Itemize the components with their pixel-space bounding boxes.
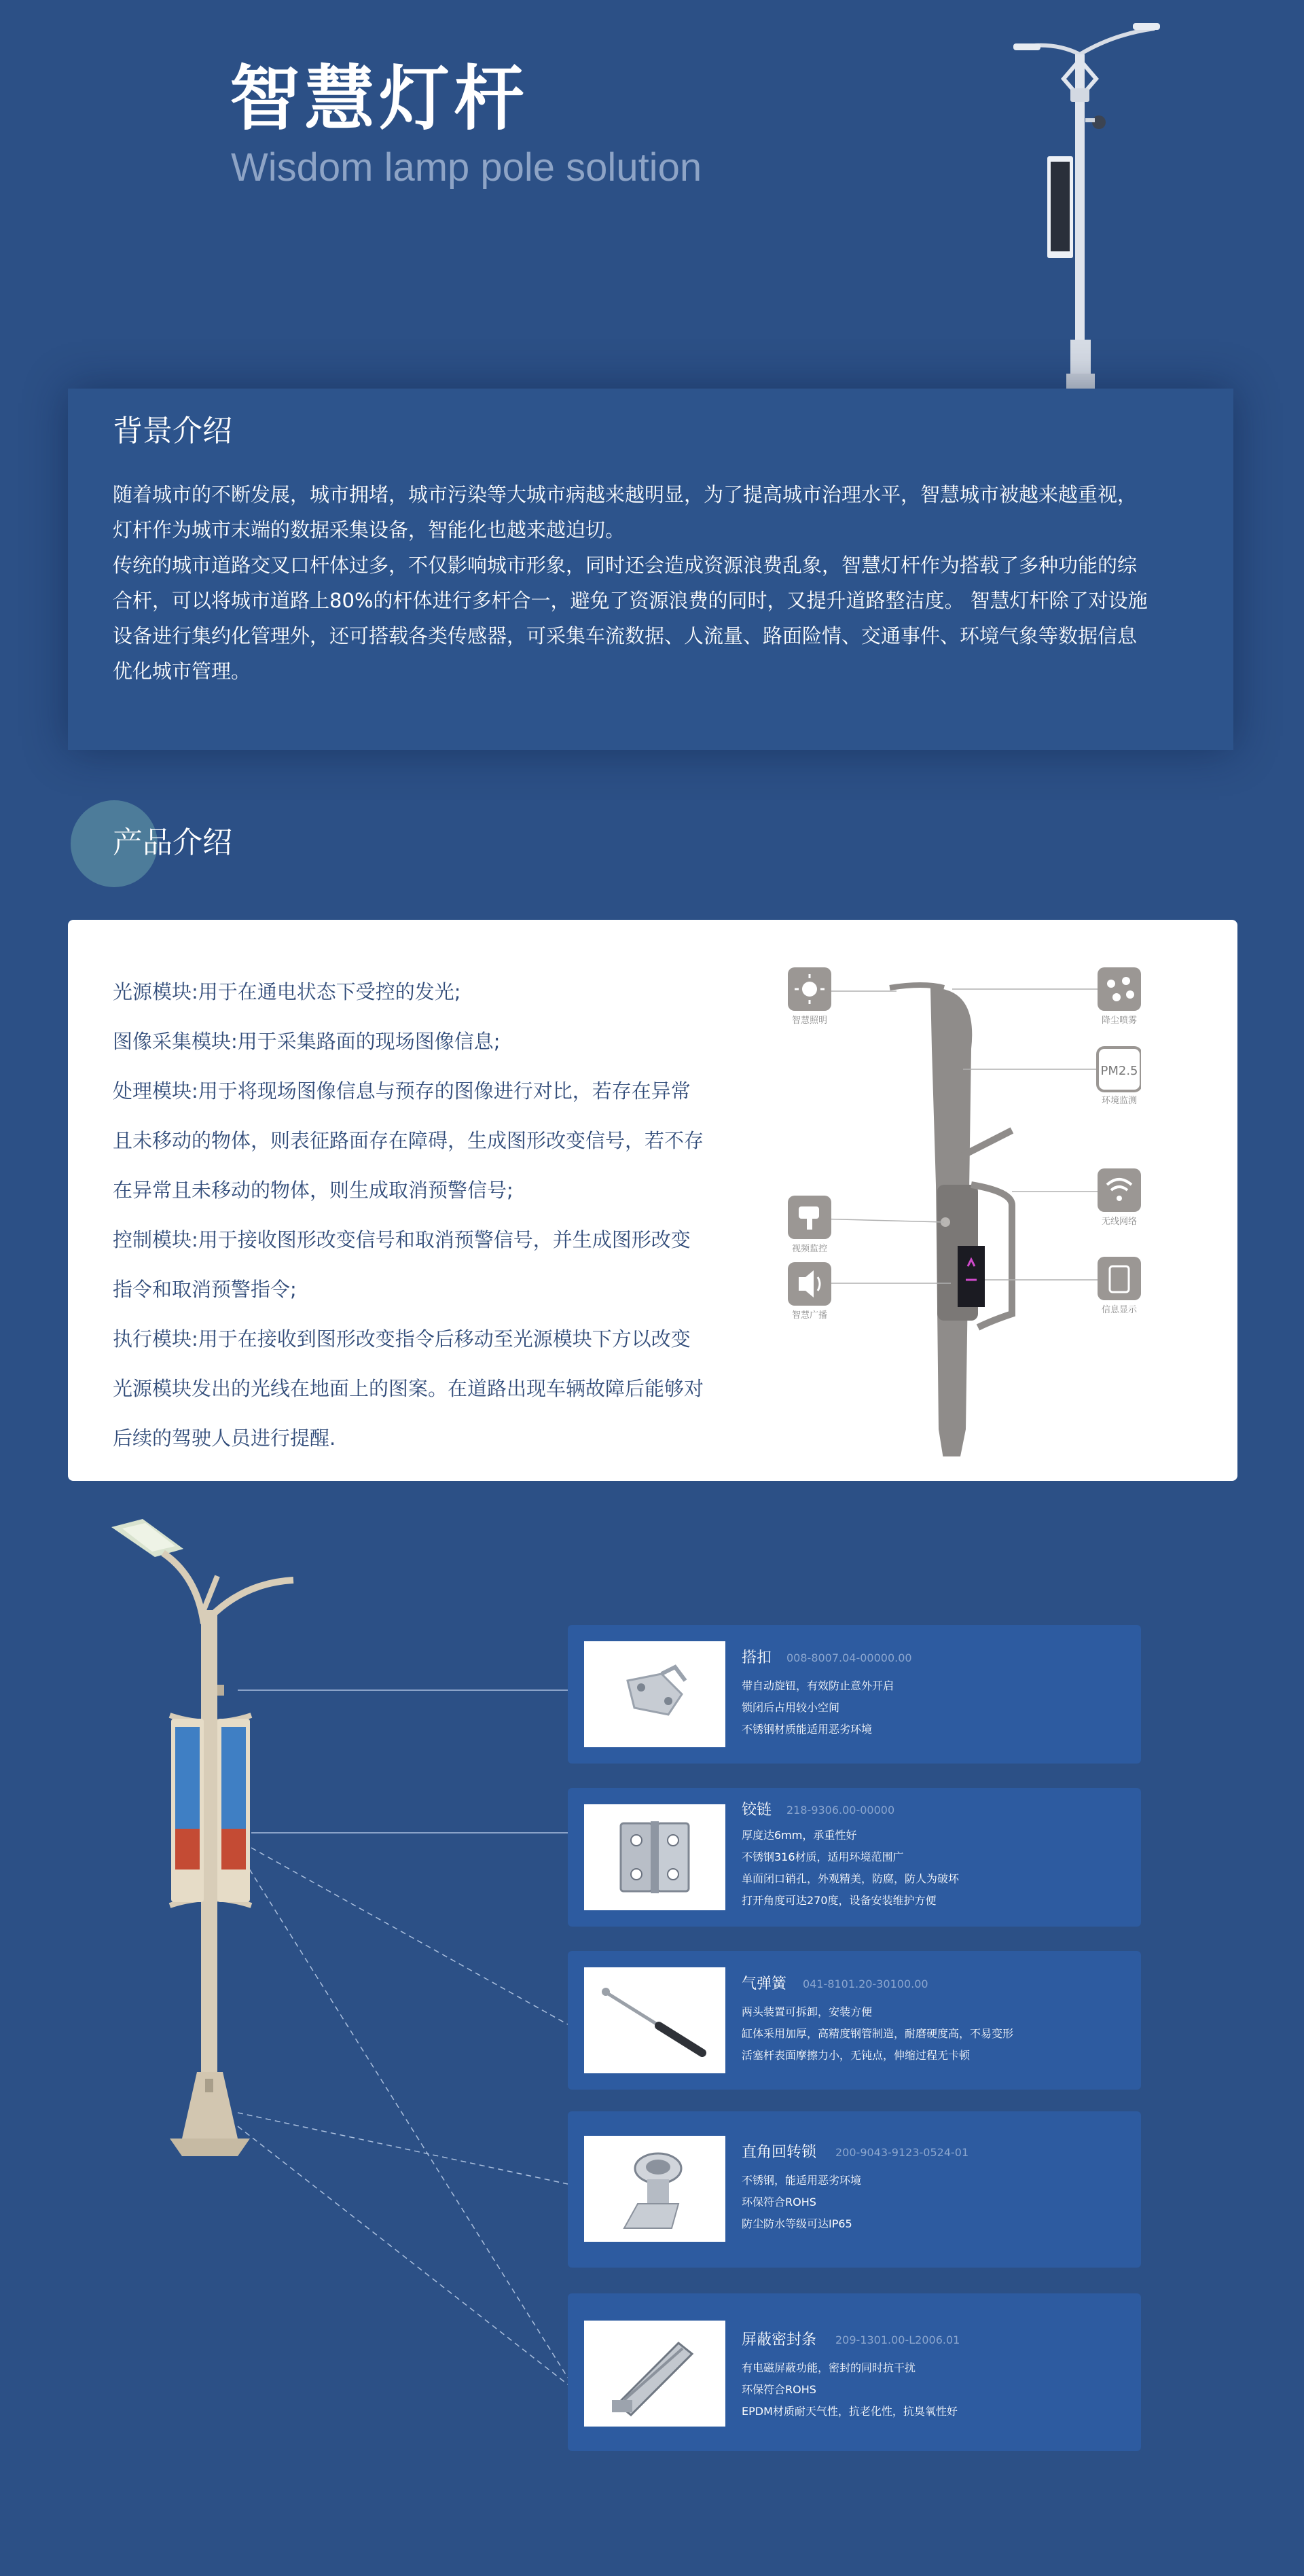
part-code: 218-9306.00-00000 bbox=[786, 1804, 895, 1817]
part-description-line: 带自动旋钮，有效防止意外开启 bbox=[742, 1679, 894, 1692]
part-name: 铰链 bbox=[742, 1802, 772, 1819]
part-name: 直角回转锁 bbox=[742, 2144, 817, 2161]
part-description bbox=[742, 2357, 958, 2422]
hinge-icon bbox=[600, 1813, 709, 1901]
part-description-line: 缸体采用加厚，高精度钢管制造，耐磨硬度高，不易变形 bbox=[742, 2027, 1014, 2040]
part-description-line: 有电磁屏蔽功能，密封的同时抗干扰 bbox=[742, 2361, 916, 2374]
part-description-line: 不锈钢，能适用恶劣环境 bbox=[742, 2174, 862, 2187]
part-description bbox=[742, 2170, 861, 2235]
module-line: 且未移动的物体，则表征路面存在障碍，生成图形改变信号，若不存 bbox=[113, 1129, 704, 1152]
module-list bbox=[113, 967, 751, 1463]
cam-lock-icon bbox=[597, 2141, 712, 2236]
part-code: 008-8007.04-00000.00 bbox=[786, 1651, 912, 1664]
lamp-pole-illustration bbox=[102, 1515, 326, 2167]
diagram-label-screen: 信息显示 bbox=[1101, 1305, 1138, 1315]
diagram-label-lighting: 智慧照明 bbox=[791, 1016, 828, 1026]
part-description-line: 环保符合ROHS bbox=[742, 2196, 816, 2208]
part-description-line: 不锈钢材质能适用恶劣环境 bbox=[742, 1723, 873, 1736]
background-intro-line: 灯杆作为城市末端的数据采集设备，智能化也越来越迫切。 bbox=[113, 518, 626, 541]
pm25-icon bbox=[1098, 1048, 1141, 1091]
page-title: 智慧灯杆 bbox=[230, 57, 529, 140]
part-description-line: 打开角度可达270度，设备安装维护方便 bbox=[742, 1894, 937, 1907]
background-intro-card bbox=[68, 389, 1233, 750]
product-intro-title: 产品介绍 bbox=[113, 825, 232, 860]
part-description-line: 厚度达6mm，承重性好 bbox=[742, 1829, 857, 1842]
part-image bbox=[584, 2321, 725, 2427]
speaker-icon bbox=[788, 1262, 831, 1306]
module-card bbox=[68, 920, 1237, 1481]
background-intro-line: 设备进行集约化管理外，还可搭载各类传感器，可采集车流数据、人流量、路面险情、交通事件、环境气象等数据信息 bbox=[113, 624, 1138, 647]
svg-text:PM2.5: PM2.5 bbox=[1100, 1064, 1138, 1078]
part-description-line: 两头装置可拆卸，安装方便 bbox=[742, 2005, 873, 2018]
part-description-line: 单面闭口销孔，外观精美，防腐，防人为破坏 bbox=[742, 1872, 960, 1885]
part-description bbox=[742, 2001, 1013, 2067]
background-intro-title: 背景介绍 bbox=[113, 414, 232, 448]
diagram-label-camera: 视频监控 bbox=[791, 1244, 828, 1254]
part-description-line: 活塞杆表面摩擦力小，无钝点，伸缩过程无卡顿 bbox=[742, 2049, 971, 2062]
module-line: 执行模块:用于在接收到图形改变指令后移动至光源模块下方以改变 bbox=[113, 1327, 691, 1350]
module-line: 指令和取消预警指令; bbox=[113, 1278, 297, 1301]
background-intro-body bbox=[113, 477, 1199, 689]
part-image bbox=[584, 2136, 725, 2242]
part-description-line: 不锈钢316材质，适用环境范围广 bbox=[742, 1850, 904, 1863]
part-name: 搭扣 bbox=[742, 1649, 772, 1666]
background-intro-line: 合杆，可以将城市道路上80%的杆体进行多杆合一，避免了资源浪费的同时，又提升道路整洁度。 智慧灯杆除了对设施 bbox=[113, 589, 1148, 612]
part-card-cam-lock bbox=[568, 2111, 1141, 2268]
part-name: 气弹簧 bbox=[742, 1975, 787, 1992]
part-card-hasp bbox=[568, 1625, 1141, 1764]
module-line: 在异常且未移动的物体，则生成取消预警信号; bbox=[113, 1179, 513, 1202]
diagram-label-pm25: 环境监测 bbox=[1101, 1096, 1138, 1106]
part-card-gas-spring bbox=[568, 1951, 1141, 2090]
part-code: 041-8101.20-30100.00 bbox=[803, 1978, 928, 1990]
part-image bbox=[584, 1641, 725, 1747]
module-line: 处理模块:用于将现场图像信息与预存的图像进行对比，若存在异常 bbox=[113, 1079, 691, 1103]
hasp-latch-icon bbox=[600, 1653, 709, 1735]
part-card-hinge bbox=[568, 1788, 1141, 1927]
module-line: 光源模块:用于在通电状态下受控的发光; bbox=[113, 980, 461, 1003]
camera-icon bbox=[788, 1196, 831, 1239]
background-intro-line: 优化城市管理。 bbox=[113, 660, 251, 683]
water-drops-icon bbox=[1098, 967, 1141, 1011]
lighting-icon bbox=[788, 967, 831, 1011]
wifi-icon bbox=[1098, 1168, 1141, 1212]
part-code: 209-1301.00-L2006.01 bbox=[835, 2333, 960, 2346]
page-subtitle: Wisdom lamp pole solution bbox=[231, 145, 702, 190]
part-description-line: 锁闭后占用较小空间 bbox=[742, 1701, 840, 1714]
diagram-label-broadcast: 智慧广播 bbox=[791, 1310, 828, 1321]
diagram-label-wifi: 无线网络 bbox=[1101, 1217, 1138, 1227]
sealing-strip-icon bbox=[597, 2329, 712, 2418]
part-image bbox=[584, 1967, 725, 2073]
background-intro-line: 随着城市的不断发展，城市拥堵，城市污染等大城市病越来越明显，为了提高城市治理水平，智慧城市被越来越重视， bbox=[113, 483, 1138, 506]
part-description bbox=[742, 1675, 894, 1740]
diagram-label-rain: 降尘喷雾 bbox=[1101, 1016, 1138, 1026]
pole-function-diagram bbox=[788, 961, 1141, 1456]
part-description bbox=[742, 1825, 959, 1912]
display-screen-icon bbox=[1098, 1257, 1141, 1300]
module-line: 控制模块:用于接收图形改变信号和取消预警信号，并生成图形改变 bbox=[113, 1228, 691, 1251]
part-code: 200-9043-9123-0524-01 bbox=[835, 2146, 969, 2159]
module-line: 光源模块发出的光线在地面上的图案。在道路出现车辆故障后能够对 bbox=[113, 1377, 704, 1400]
gas-spring-icon bbox=[594, 1973, 716, 2068]
part-description-line: EPDM材质耐天气性，抗老化性，抗臭氧性好 bbox=[742, 2405, 958, 2418]
module-line: 后续的驾驶人员进行提醒. bbox=[113, 1427, 336, 1450]
module-line: 图像采集模块:用于采集路面的现场图像信息; bbox=[113, 1030, 501, 1053]
part-description-line: 环保符合ROHS bbox=[742, 2383, 816, 2396]
smart-pole-illustration bbox=[1005, 14, 1182, 421]
part-description-line: 防尘防水等级可达IP65 bbox=[742, 2217, 852, 2230]
part-card-sealing-strip bbox=[568, 2293, 1141, 2451]
background-intro-line: 传统的城市道路交叉口杆体过多，不仅影响城市形象，同时还会造成资源浪费乱象，智慧灯杆作为搭载了多种功能的综 bbox=[113, 554, 1138, 577]
part-name: 屏蔽密封条 bbox=[742, 2331, 817, 2348]
part-image bbox=[584, 1804, 725, 1910]
